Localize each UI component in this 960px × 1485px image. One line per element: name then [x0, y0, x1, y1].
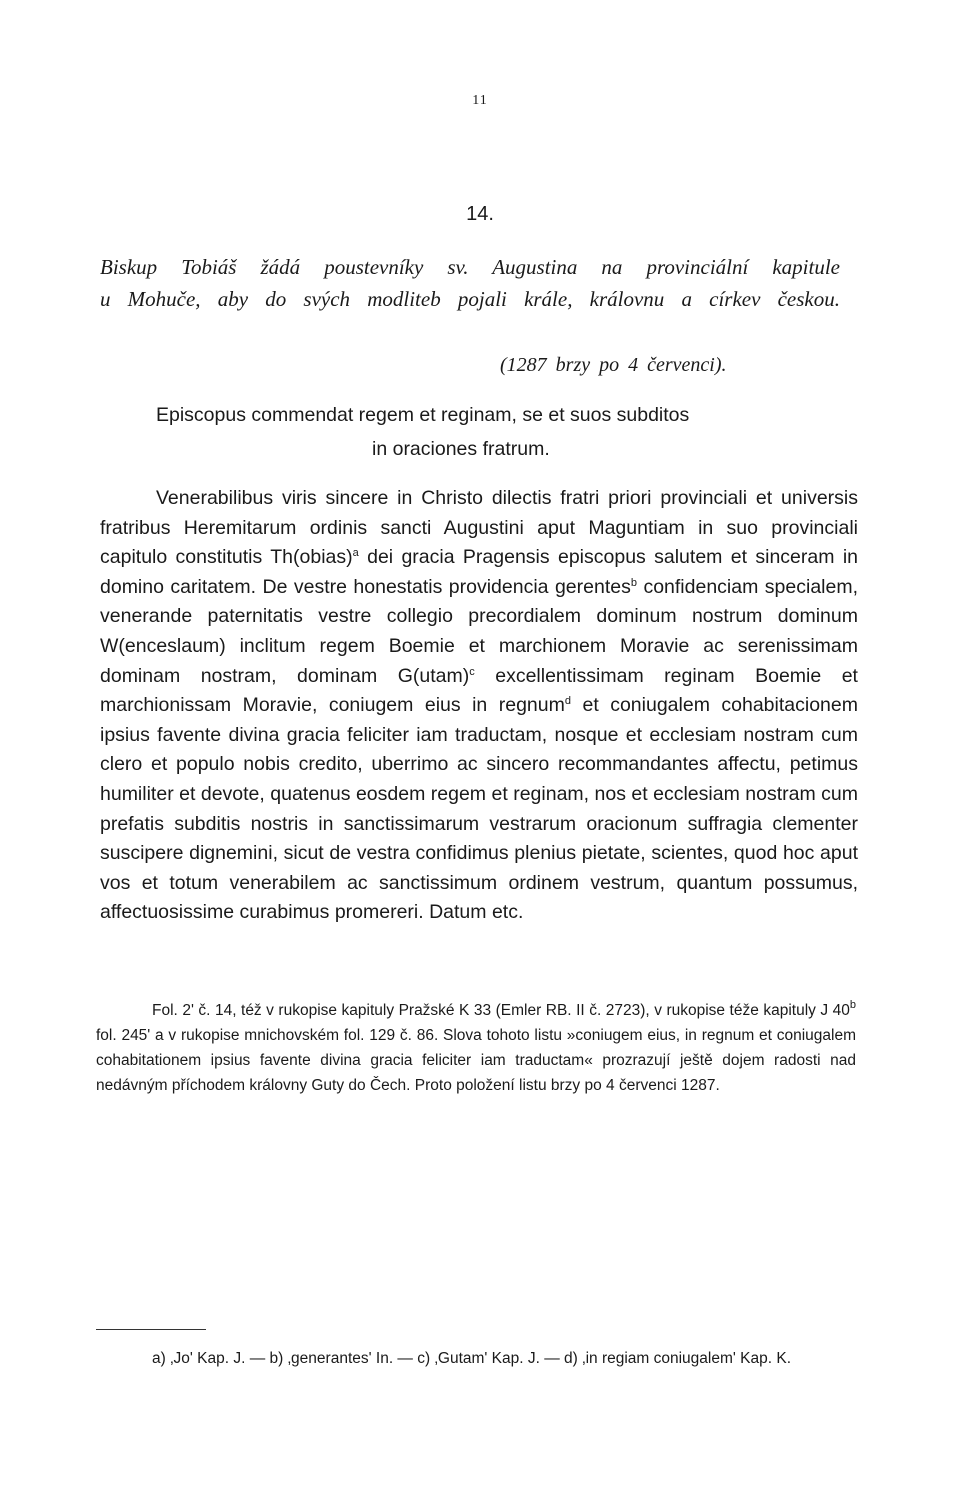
footnotes: a) ‚Jo' Kap. J. — b) ‚generantes' In. — c) ‚Gutam' Kap. J. — d) ‚in regiam coniugalem' Kap. K. [152, 1350, 791, 1367]
heading-line-1: Biskup Tobiáš žádá poustevníky sv. Augustina na provinciální kapitule [100, 255, 840, 279]
heading-line-2: u Mohuče, aby do svých modliteb pojali krále, královnu a církev českou. [100, 287, 840, 311]
footnote-marker-c: c [469, 665, 475, 678]
regest [100, 398, 840, 466]
letter-body [100, 484, 858, 928]
footnote-marker-b: b [630, 576, 637, 589]
document-date: (1287 brzy po 4 červenci). [500, 354, 727, 376]
regest-line-2: in oraciones fratrum. [372, 438, 550, 460]
body-text-part: excellentissimam reginam Boemie et marchionissam Moravie, coniugem eius in regnum [100, 664, 858, 717]
commentary-text-part: Fol. 2' č. 14, též v rukopise kapituly Pražské K 33 (Emler RB. II č. 2723), v rukopise téže kapituly J 40 [152, 1002, 850, 1019]
footnote-marker-d: d [564, 695, 571, 708]
editorial-commentary [96, 998, 856, 1098]
body-text-part: confidenciam specialem, venerande paternitatis vestre collegio precordialem dominum nostrum dominum W(enceslaum) inclitum regem Boemie et marchionem Moravie ac serenissimam dominam nostram, dominam G(utam) [100, 575, 859, 687]
regest-line-1: Episcopus commendat regem et reginam, se et suos subditos [156, 404, 690, 426]
body-text-part: Venerabilibus viris sincere in Christo dilectis fratri priori provinciali et universis fratribus Heremitarum ordinis sancti Augustini aput Maguntiam in suo provinciali capitulo constitutis Th(obias) [100, 487, 858, 569]
footnote-rule [96, 1329, 206, 1330]
superscript-b: b [849, 999, 856, 1011]
commentary-text-part: fol. 245' a v rukopise mnichovském fol. 129 č. 86. Slova tohoto listu »coniugem eius, in regnum et coniugalem cohabitationem ipsius favente divina gracia feliciter iam traductam« prozrazují ještě dojem radosti nad nedávným příchodem královny Guty do Čech. Proto položení listu brzy po 4 červenci 1287. [96, 1027, 856, 1094]
page-number: 11 [472, 93, 488, 108]
document-number: 14. [466, 203, 494, 225]
body-text-part: dei gracia Pragensis episcopus salutem et sinceram in domino caritatem. De vestre honestatis providencia gerentes [100, 546, 858, 598]
body-text-part: et coniugalem cohabitacionem ipsius favente divina gracia feliciter iam traductam, nosque et ecclesiam nostram cum clero et populo nobis credito, uberrimo ac sincero recommandantes affectu, petimus humiliter et devote, quatenus eosdem regem et reginam, nos et ecclesiam nostram cum prefatis subditis nostris in sanctissimarum vestrarum oracionum suffragia clementer suscipere dignemini, sicut de vestra confidimus plenius pietate, scientes, quod hoc aput vos et totum venerabilem ac sanctissimum ordinem vestrum, quantum possumus, affectuosissime curabimus promereri. Datum etc. [100, 694, 858, 924]
footnote-marker-a: a [352, 547, 359, 560]
